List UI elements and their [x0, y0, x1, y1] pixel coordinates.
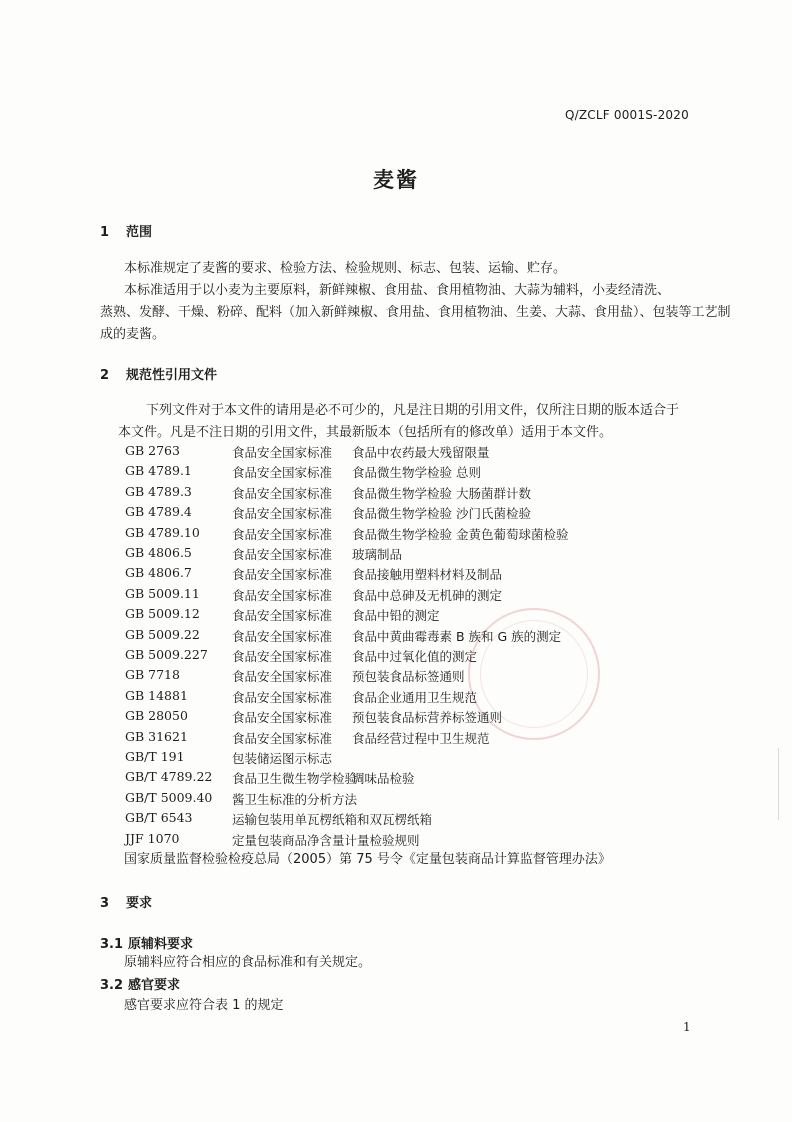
reference-code: GB 7718	[125, 667, 180, 683]
reference-title: 预包装食品标签通则	[352, 669, 465, 685]
subsection-3-2-text: 感官要求应符合表 1 的规定	[124, 998, 284, 1013]
reference-title: 预包装食品标营养标签通则	[352, 710, 503, 726]
reference-title: 玻璃制品	[352, 547, 403, 562]
reference-category: 食品安全国家标准	[232, 689, 333, 705]
reference-category: 食品安全国家标准	[232, 669, 333, 685]
subsection-3-1-heading	[100, 933, 193, 952]
scope-paragraph-2-line-1: 本标准适用于以小麦为主要原料，新鲜辣椒、食用盐、食用植物油、大蒜为辅料，小麦经清洗、	[124, 283, 671, 298]
subsection-title: 原辅料要求	[128, 937, 194, 952]
reference-code: GB 4806.5	[125, 545, 192, 560]
reference-category: 食品安全国家标准	[232, 445, 333, 460]
scope-paragraph-1: 本标准规定了麦酱的要求、检验方法、检验规则、标志、包装、运输、贮存。	[124, 261, 567, 276]
reference-category: 食品安全国家标准	[232, 608, 333, 624]
section-title: 范围	[126, 225, 153, 240]
scope-paragraph-2-line-2: 蒸熟、发酵、干燥、粉碎、配料（加入新鲜辣椒、食用盐、食用植物油、生姜、大蒜、食用盐）、包装等工艺制	[100, 305, 731, 320]
reference-code: GB/T 6543	[125, 810, 193, 826]
page-number: 1	[683, 1020, 691, 1034]
reference-title: 食品微生物学检验 金黄色葡萄球菌检验	[352, 526, 569, 542]
reference-title: 食品中农药最大残留限量	[352, 445, 490, 460]
reference-code: GB 28050	[125, 708, 188, 724]
section-number: 1	[100, 225, 110, 240]
reference-title: 食品企业通用卫生规范	[352, 689, 478, 705]
subsection-3-1-text: 原辅料应符合相应的食品标准和有关规定。	[124, 955, 372, 970]
reference-title: 食品经营过程中卫生规范	[352, 730, 490, 746]
reference-title: 食品接触用塑料材料及制品	[352, 567, 503, 583]
reference-category: 食品安全国家标准	[232, 710, 333, 726]
reference-title: 食品微生物学检验 总则	[352, 465, 481, 481]
reference-title: 食品中黄曲霉毒素 B 族和 G 族的测定	[352, 628, 562, 644]
section-title: 规范性引用文件	[126, 368, 218, 383]
reference-code: GB 4806.7	[125, 565, 192, 581]
subsection-3-2-heading	[100, 974, 180, 993]
reference-code: GB 5009.11	[125, 585, 200, 601]
reference-title: 调味品检验	[352, 771, 415, 787]
subsection-number: 3.2	[100, 978, 124, 993]
reference-code: GB/T 5009.40	[125, 789, 213, 805]
section-1-heading	[100, 221, 152, 240]
reference-category: 食品安全国家标准	[232, 649, 333, 664]
section-number: 2	[100, 368, 110, 383]
reference-category: 食品安全国家标准	[232, 628, 333, 644]
reference-category: 食品安全国家标准	[232, 465, 333, 481]
subsection-title: 感官要求	[128, 978, 181, 993]
reference-category: 食品安全国家标准	[232, 730, 333, 746]
reference-title: 食品中总砷及无机砷的测定	[352, 587, 503, 603]
reference-code: GB 4789.4	[125, 504, 192, 520]
reference-category: 食品安全国家标准	[232, 587, 333, 603]
reference-category: 定量包装商品净含量计量检验规则	[232, 832, 420, 848]
reference-code: GB 5009.227	[125, 647, 208, 662]
reference-code: GB/T 191	[125, 749, 185, 764]
reference-category: 酱卫生标准的分析方法	[232, 791, 358, 807]
reference-title: 食品中铅的测定	[352, 608, 440, 624]
reference-code: GB 4789.10	[125, 524, 200, 540]
reference-code: GB 5009.12	[125, 606, 200, 622]
reference-code: GB 14881	[125, 687, 188, 703]
reference-code: GB 4789.1	[125, 463, 192, 479]
section-3-heading	[100, 892, 152, 911]
scope-paragraph-2-line-3: 成的麦酱。	[100, 327, 166, 342]
section-title: 要求	[126, 896, 153, 911]
subsection-number: 3.1	[100, 937, 124, 952]
page-title: 麦酱	[373, 168, 419, 192]
reference-category: 食品卫生微生物学检验	[232, 771, 358, 787]
margin-mark	[778, 748, 789, 820]
reference-code: GB 2763	[125, 443, 180, 458]
section-2-heading	[100, 364, 217, 383]
reference-code: GB/T 4789.22	[125, 769, 213, 785]
reference-title: 食品微生物学检验 大肠菌群计数	[352, 485, 531, 501]
reference-category: 食品安全国家标准	[232, 506, 333, 522]
reference-category: 食品安全国家标准	[232, 485, 333, 501]
reference-code: JJF 1070	[125, 830, 180, 846]
reference-code: GB 4789.3	[125, 483, 192, 499]
reference-title: 食品微生物学检验 沙门氏菌检验	[352, 506, 531, 522]
refs-closing: 国家质量监督检验检疫总局（2005）第 75 号令《定量包装商品计算监督管理办法》	[124, 852, 611, 867]
reference-title: 食品中过氧化值的测定	[352, 649, 478, 664]
reference-category: 食品安全国家标准	[232, 567, 333, 583]
refs-intro-line-1: 下列文件对于本文件的请用是必不可少的，凡是注日期的引用文件，仅所注日期的版本适合于	[146, 403, 680, 418]
refs-intro-line-2: 本文件。凡是不注日期的引用文件，其最新版本（包括所有的修改单）适用于本文件。	[118, 425, 613, 440]
reference-category: 食品安全国家标准	[232, 526, 333, 542]
reference-code: GB 31621	[125, 728, 188, 744]
document-code: Q/ZCLF 0001S-2020	[565, 108, 689, 122]
reference-code: GB 5009.22	[125, 626, 200, 642]
section-number: 3	[100, 896, 110, 911]
reference-category: 食品安全国家标准	[232, 547, 333, 562]
reference-category: 包装储运图示标志	[232, 751, 333, 766]
reference-category: 运输包装用单瓦楞纸箱和双瓦楞纸箱	[232, 812, 433, 828]
